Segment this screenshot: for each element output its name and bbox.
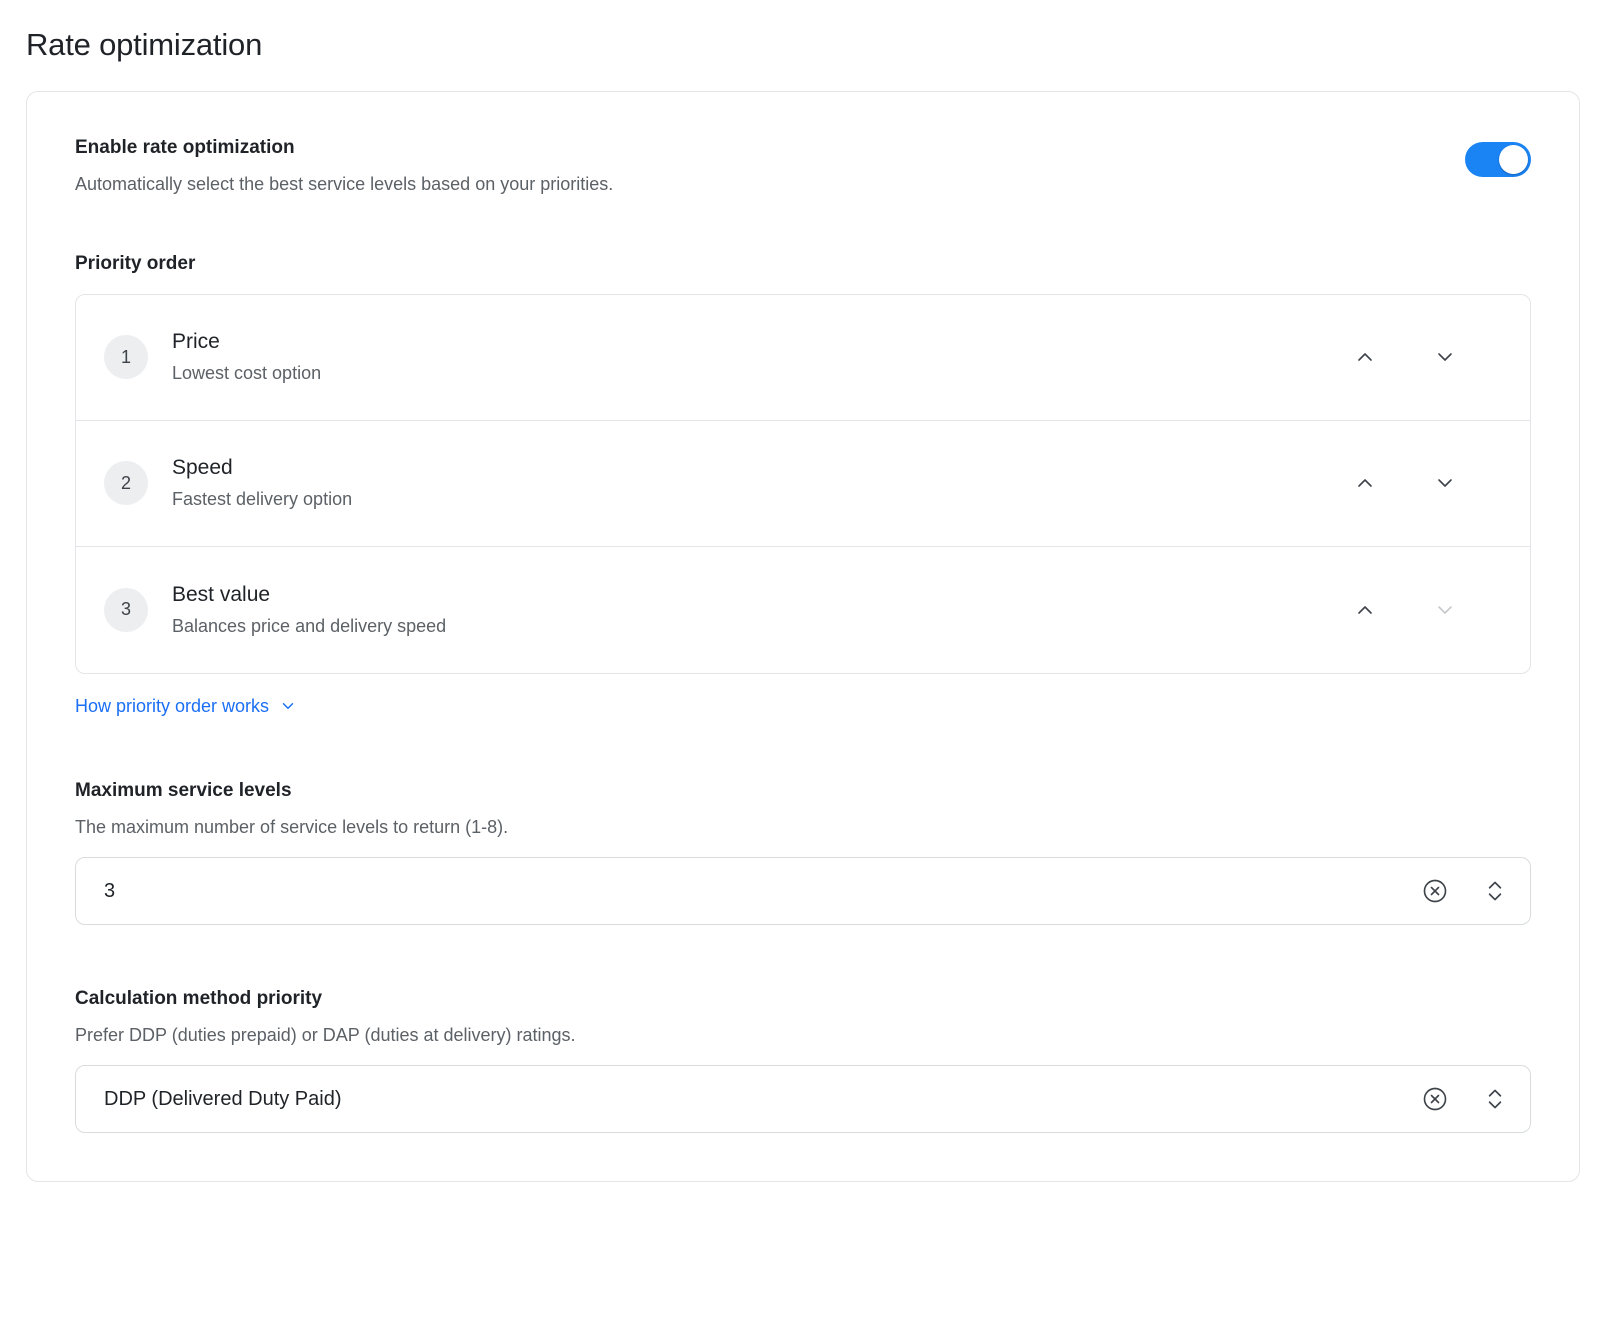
maximum-service-levels-help: The maximum number of service levels to return (1-8). [75,816,509,837]
priority-rank-badge: 1 [104,335,148,379]
priority-item-name: Speed [172,456,233,480]
priority-item-description: Lowest cost option [172,363,322,384]
maximum-service-levels-input-wrapper[interactable] [75,857,1531,925]
priority-order-list [75,294,1531,674]
priority-item-description: Balances price and delivery speed [172,615,447,636]
calculation-method-priority-help: Prefer DDP (duties prepaid) or DAP (duties at delivery) ratings. [75,1024,576,1045]
rate-optimization-card [26,91,1580,1182]
clear-icon[interactable] [1420,1084,1450,1114]
enable-rate-optimization-description: Automatically select the best service levels based on your priorities. [75,173,614,194]
priority-item-text [172,329,1352,386]
move-down-icon[interactable] [1432,344,1458,370]
list-item[interactable] [76,421,1530,547]
priority-rank-badge: 3 [104,588,148,632]
priority-reorder-controls [1352,344,1458,370]
clear-icon[interactable] [1420,876,1450,906]
enable-rate-optimization-text [75,136,613,196]
priority-rank-badge: 2 [104,461,148,505]
calculation-method-priority-input-wrapper[interactable] [75,1065,1531,1133]
chevron-down-icon [279,697,297,715]
priority-reorder-controls [1352,597,1458,623]
toggle-knob [1499,145,1528,174]
how-priority-order-works-label: How priority order works [75,695,270,716]
maximum-service-levels-field [75,779,1531,925]
move-down-icon[interactable] [1432,470,1458,496]
list-item[interactable] [76,547,1530,673]
priority-item-name: Price [172,330,220,354]
stepper-icon[interactable] [1480,876,1510,906]
dropdown-toggle-icon[interactable] [1480,1084,1510,1114]
calculation-method-priority-input[interactable] [104,1088,1420,1111]
page-title: Rate optimization [26,27,263,62]
calculation-method-priority-field [75,987,1531,1133]
priority-order-heading: Priority order [75,253,196,275]
move-down-icon [1432,597,1458,623]
enable-rate-optimization-toggle[interactable] [1465,142,1531,177]
move-up-icon[interactable] [1352,344,1378,370]
calculation-method-priority-label: Calculation method priority [75,988,323,1010]
enable-rate-optimization-heading: Enable rate optimization [75,137,295,159]
priority-item-description: Fastest delivery option [172,489,353,510]
maximum-service-levels-input[interactable] [104,880,1420,903]
maximum-service-levels-label: Maximum service levels [75,779,292,801]
move-up-icon[interactable] [1352,470,1378,496]
priority-item-name: Best value [172,582,271,606]
priority-reorder-controls [1352,470,1458,496]
move-up-icon[interactable] [1352,597,1378,623]
list-item[interactable] [76,295,1530,421]
how-priority-order-works-link[interactable] [75,696,297,717]
priority-item-text [172,582,1352,639]
priority-item-text [172,455,1352,512]
enable-rate-optimization-row [75,136,1531,196]
